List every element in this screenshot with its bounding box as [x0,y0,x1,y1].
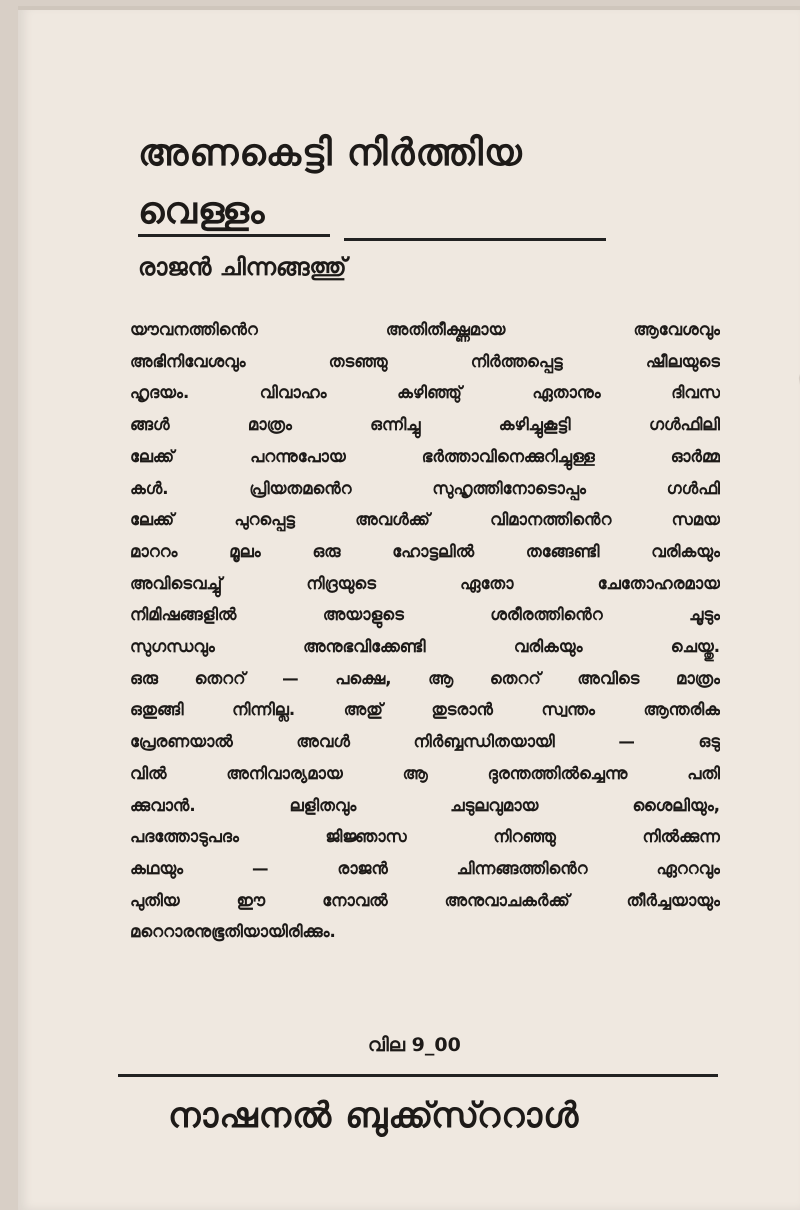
author-name: രാജൻ ചിന്നങ്ങത്തു് [138,253,347,281]
synopsis-line: പുതിയ ഈ നോവൽ അനുവാചകർക്ക് തീർച്ചയായും [130,890,720,910]
publisher-name: നാഷനൽ ബുക്ക്സ്ററാൾ [168,1096,580,1136]
book-title [138,124,698,240]
synopsis-line: പദത്തോടുപദം ജിജ്ഞാസ നിറഞ്ഞു നിൽക്കുന്ന [130,827,720,847]
book-title-line-2: വെള്ളം [138,189,266,232]
synopsis-line: മറെറാരനുഭൂതിയായിരിക്കും. [130,922,336,942]
synopsis-line: അഭിനിവേശവും തടഞ്ഞു നിർത്തപ്പെട്ട ഷീലയുടെ [130,351,720,371]
synopsis-line: സുഗന്ധവും അനുഭവിക്കേണ്ടി വരികയും ചെയ്തു. [130,637,720,657]
book-back-cover [18,6,800,1210]
price-label: വില 9_00 [368,1034,461,1056]
synopsis-line: ക്കുവാൻ. ലളിതവും ചടുലവുമായ ശൈലിയും, [130,795,720,815]
synopsis-line: അവിടെവച്ചു് നിദ്രയുടെ ഏതോ ചേതോഹരമായ [130,573,720,593]
synopsis-line: ലേക്ക് പുറപ്പെട്ട അവൾക്ക് വിമാനത്തിൻെറ സമയ [130,510,720,530]
synopsis-line: ഹൃദയം. വിവാഹം കഴിഞ്ഞു് ഏതാനും ദിവസ [130,383,720,403]
title-underline-left [138,234,330,237]
title-underline-right [344,238,606,241]
publisher-rule [118,1074,718,1077]
synopsis-line: ലേക്ക് പറന്നുപോയ ഭർത്താവിനെക്കുറിച്ചുള്ള ഓർമ്മ [130,446,720,466]
synopsis-line: പ്രേരണയാൽ അവൾ നിർബ്ബന്ധിതയായി — ഒടു [130,732,720,752]
synopsis-line: നിമിഷങ്ങളിൽ അയാളുടെ ശരീരത്തിൻെറ ചൂടും [130,605,720,625]
synopsis-line: ഒതുങ്ങി നിന്നില്ല. അതു് തുടരാൻ സ്വന്തം ആന്തരിക [130,700,720,720]
book-title-line-1: അണകെട്ടി നിർത്തിയ [138,131,523,174]
synopsis-line: ങ്ങൾ മാത്രം ഒന്നിച്ചു കഴിച്ചുകൂട്ടി ഗൾഫിലി [130,415,720,435]
synopsis-line: മാററം മൂലം ഒരു ഹോട്ടലിൽ തങ്ങേണ്ടി വരികയും [130,541,720,561]
synopsis-line: കഥയും — രാജൻ ചിന്നങ്ങത്തിൻെറ ഏററവും [130,858,720,878]
synopsis-line: ഒരു തെററ് — പക്ഷെ, ആ തെററ് അവിടെ മാത്രം [130,668,720,688]
torn-edge [794,336,800,406]
synopsis [130,314,720,948]
synopsis-line: കൾ. പ്രിയതമൻെറ സുഹൃത്തിനോടൊപ്പം ഗൾഫി [130,478,720,498]
synopsis-line: വിൽ അനിവാര്യമായ ആ ദുരന്തത്തിൽച്ചെന്നു പതി [130,763,720,783]
synopsis-line: യൗവനത്തിൻെറ അതിതീക്ഷ്ണമായ ആവേശവും [130,320,720,339]
